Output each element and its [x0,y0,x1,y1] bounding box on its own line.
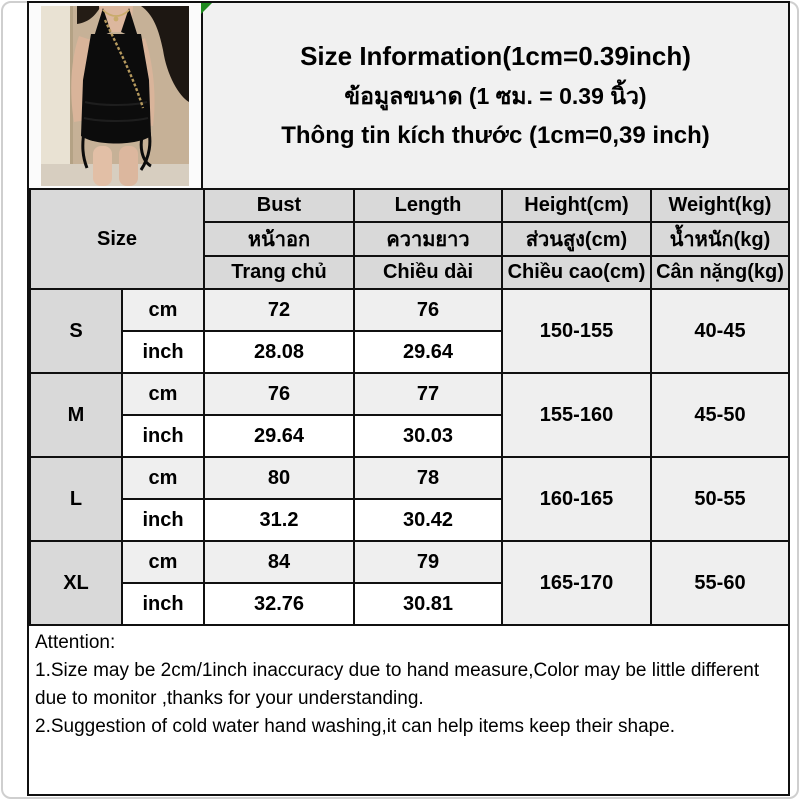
product-photo [41,6,189,186]
xl-length-cm: 79 [354,541,502,583]
size-info-title-block [203,3,788,188]
table-row-l-cm [30,457,789,499]
col-header-bust-th: หน้าอก [204,222,354,256]
col-header-length-th: ความยาว [354,222,502,256]
unit-label-inch: inch [122,415,204,457]
unit-label-cm: cm [122,289,204,331]
m-bust-inch: 29.64 [204,415,354,457]
size-header-cell: Size [30,189,204,289]
title-vietnamese: Thông tin kích thước (1cm=0,39 inch) [281,122,710,149]
unit-label-inch: inch [122,583,204,625]
s-length-inch: 29.64 [354,331,502,373]
col-header-height-vi: Chiều cao(cm) [502,256,651,289]
m-length-cm: 77 [354,373,502,415]
m-weight: 45-50 [651,373,789,457]
col-header-height-th: ส่วนสูง(cm) [502,222,651,256]
size-table [29,188,790,626]
s-bust-cm: 72 [204,289,354,331]
xl-bust-cm: 84 [204,541,354,583]
table-row-m-cm [30,373,789,415]
green-corner-marker [201,3,212,14]
attention-note-2: 2.Suggestion of cold water hand washing,it can help items keep their shape. [35,716,676,737]
table-row-s-cm [30,289,789,331]
col-header-height-en: Height(cm) [502,189,651,222]
title-thai: ข้อมูลขนาด (1 ซม. = 0.39 นิ้ว) [344,83,647,109]
col-header-weight-th: น้ำหนัก(kg) [651,222,789,256]
s-weight: 40-45 [651,289,789,373]
l-weight: 50-55 [651,457,789,541]
col-header-length-en: Length [354,189,502,222]
size-label-l: L [30,457,122,541]
attention-section [29,626,788,794]
col-header-weight-vi: Cân nặng(kg) [651,256,789,289]
unit-label-inch: inch [122,331,204,373]
unit-label-cm: cm [122,373,204,415]
l-height: 160-165 [502,457,651,541]
col-header-length-vi: Chiều dài [354,256,502,289]
size-label-s: S [30,289,122,373]
m-length-inch: 30.03 [354,415,502,457]
xl-height: 165-170 [502,541,651,625]
xl-length-inch: 30.81 [354,583,502,625]
l-bust-cm: 80 [204,457,354,499]
top-section [29,3,788,188]
attention-note-1: 1.Size may be 2cm/1inch inaccuracy due to hand measure,Color may be little different due to monitor ,thanks for your understanding. [35,660,760,709]
size-label-xl: XL [30,541,122,625]
size-chart-sheet [27,1,790,796]
size-label-m: M [30,373,122,457]
unit-label-cm: cm [122,457,204,499]
l-length-cm: 78 [354,457,502,499]
s-height: 150-155 [502,289,651,373]
col-header-bust-vi: Trang chủ [204,256,354,289]
s-bust-inch: 28.08 [204,331,354,373]
l-length-inch: 30.42 [354,499,502,541]
m-height: 155-160 [502,373,651,457]
product-photo-cell [29,3,203,188]
m-bust-cm: 76 [204,373,354,415]
header-row-english [30,189,789,222]
l-bust-inch: 31.2 [204,499,354,541]
unit-label-inch: inch [122,499,204,541]
xl-weight: 55-60 [651,541,789,625]
table-row-xl-cm [30,541,789,583]
xl-bust-inch: 32.76 [204,583,354,625]
col-header-weight-en: Weight(kg) [651,189,789,222]
s-length-cm: 76 [354,289,502,331]
attention-heading: Attention: [35,632,116,653]
unit-label-cm: cm [122,541,204,583]
title-english: Size Information(1cm=0.39inch) [300,41,691,71]
col-header-bust-en: Bust [204,189,354,222]
